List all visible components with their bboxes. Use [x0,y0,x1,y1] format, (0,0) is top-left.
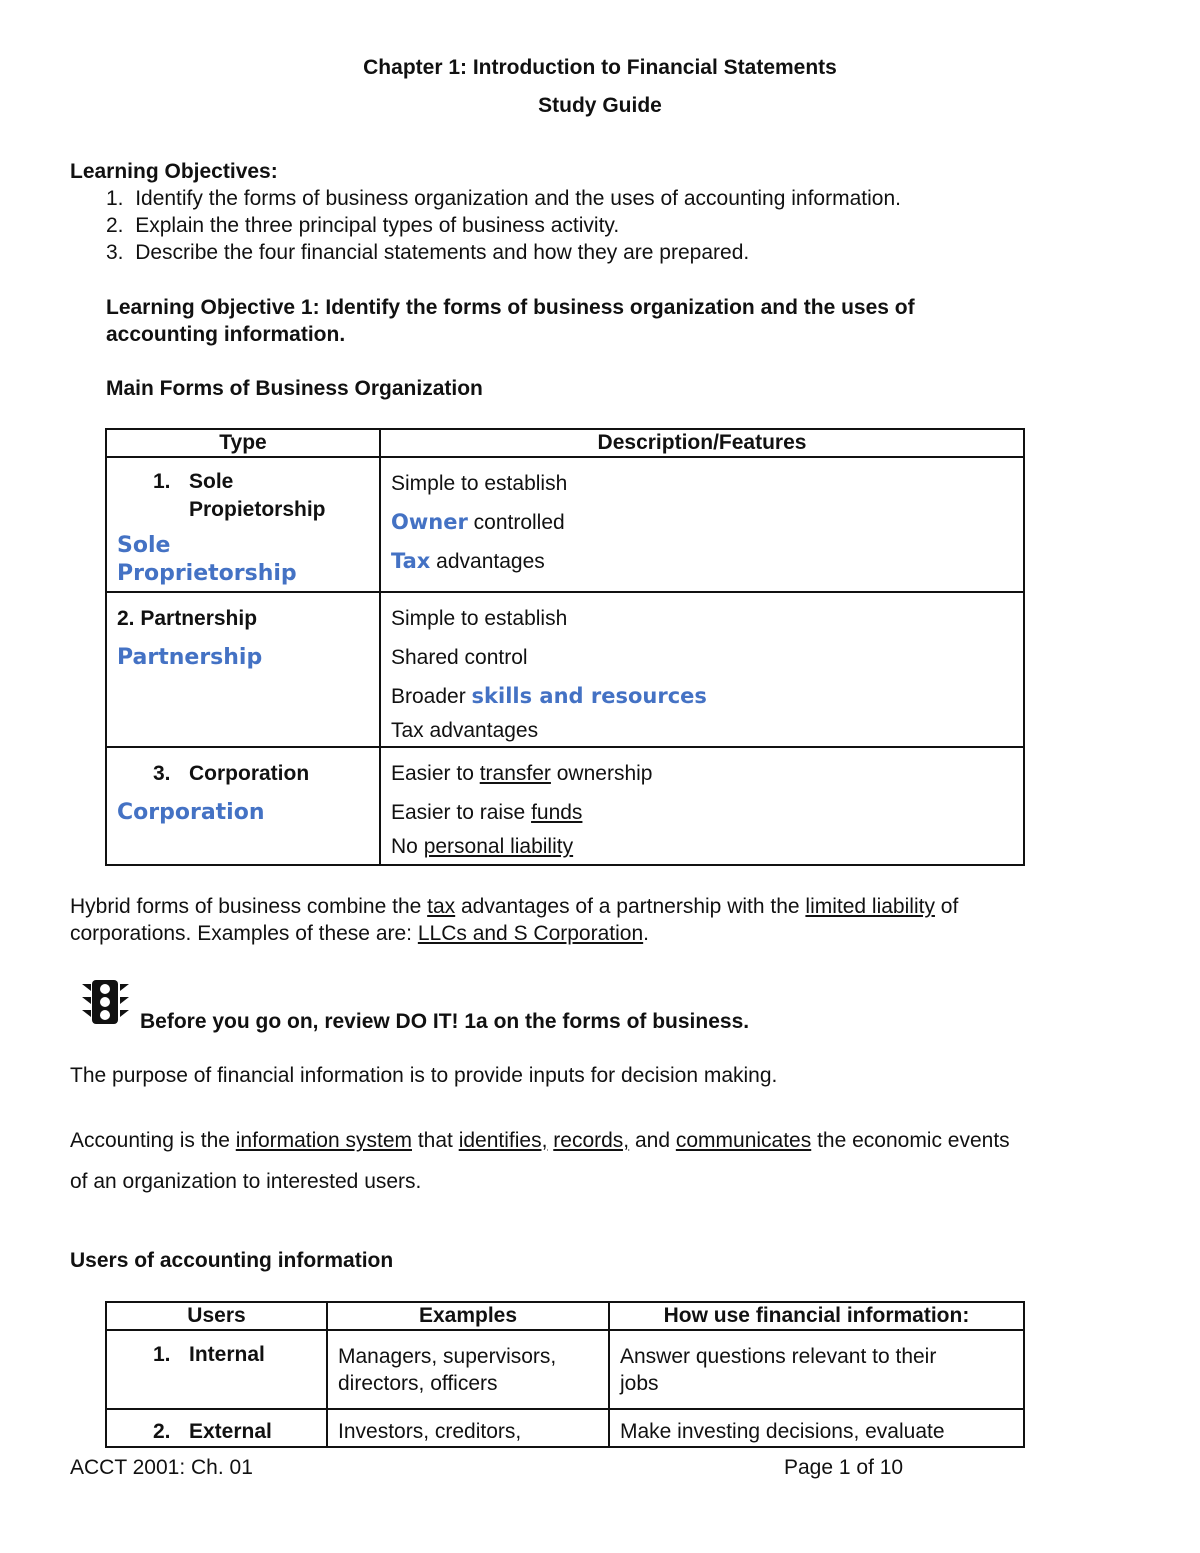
lo1-heading: Learning Objective 1: Identify the forms of business organization and the uses of [106,296,915,319]
answer-text: Proprietorship [117,561,297,586]
feature-text: ownership [550,762,653,785]
objective-item: 2. Explain the three principal types of business activity. [106,214,620,237]
hybrid-text-cont: corporations. Examples of these are: LLCs and S Corporation. [70,922,649,945]
traffic-light-icon [80,980,132,1024]
feature-text: Easier to [391,762,480,785]
do-it-reminder: Before you go on, review DO IT! 1a on the forms of business. [140,1010,750,1033]
row-label: External [189,1420,272,1443]
feature-text: Easier to raise [391,801,532,824]
feature: Shared control [391,646,528,669]
footer-course: ACCT 2001: Ch. 01 [70,1456,253,1479]
column-header: Type [106,429,380,457]
feature-answer: personal liability [423,835,574,858]
row-label: Corporation [189,762,310,785]
feature [391,677,1013,716]
document-title: Chapter 1: Introduction to Financial Statements [363,56,837,79]
objective-text: Identify the forms of business organization and the uses of accounting information. [135,187,901,210]
feature-text: advantages [430,550,545,573]
column-header: Examples [327,1302,609,1330]
footer-page-number: Page 1 of 10 [784,1456,904,1479]
answer-text: Sole [117,533,171,558]
objectives-heading: Learning Objectives: [70,160,278,183]
usage: Make investing decisions, evaluate [620,1420,945,1443]
accounting-definition: Accounting is the information system that identifies, records, and communicates the economic events [70,1129,1010,1152]
document-subtitle: Study Guide [538,94,662,117]
row-label: 2. Partnership [117,607,258,630]
examples: Managers, supervisors, [338,1345,557,1368]
table-row [106,747,1024,865]
feature-text: No [391,835,424,858]
feature: Tax advantages [391,719,539,742]
objective-text: Describe the four financial statements and how they are prepared. [135,241,750,264]
objective-item: 3. Describe the four financial statements and how they are prepared. [106,241,750,264]
row-number: 1. [153,470,171,493]
column-header: How use financial information: [609,1302,1024,1330]
usage: Answer questions relevant to their [620,1345,937,1368]
row-label: Sole [189,470,234,493]
table-row: 2. External Investors, creditors, Make investing decisions, evaluate [106,1409,1024,1447]
feature-keyword: skills and resources [471,684,707,708]
column-header: Users [106,1302,327,1330]
lo1-heading-cont: accounting information. [106,323,346,346]
table-row [106,592,1024,747]
feature [391,793,1013,832]
feature [391,503,1013,542]
row-number: 3. [153,762,171,785]
forms-heading: Main Forms of Business Organization [106,377,483,400]
feature-answer: funds [531,801,583,824]
feature: Simple to establish [391,607,568,630]
accounting-definition-cont: of an organization to interested users. [70,1170,422,1193]
feature [391,754,1013,793]
feature-text: Broader [391,685,472,708]
hybrid-text: Hybrid forms of business combine the tax advantages of a partnership with the limited liability of [70,895,959,918]
feature [391,542,1013,581]
feature: Simple to establish [391,472,568,495]
examples: Investors, creditors, [338,1420,522,1443]
objective-text: Explain the three principal types of business activity. [135,214,620,237]
feature-text: controlled [467,511,565,534]
feature-keyword: Owner [391,510,468,534]
table-row: 1. Internal Managers, supervisors, directors, officers Answer questions relevant to their jobs [106,1330,1024,1409]
feature [391,832,1013,862]
objective-item: 1. Identify the forms of business organization and the uses of accounting information. [106,187,901,210]
users-heading: Users of accounting information [70,1249,394,1272]
answer-text: Partnership [117,645,263,670]
row-label: Internal [189,1343,265,1366]
answer-text: Corporation [117,800,265,825]
column-header: Description/Features [380,429,1024,457]
purpose-text: The purpose of financial information is to provide inputs for decision making. [70,1064,778,1087]
feature-keyword: Tax [391,549,431,573]
feature-answer: transfer [479,762,551,785]
users-table [105,1301,1025,1448]
forms-table [105,428,1025,866]
row-label: Propietorship [189,498,326,521]
table-row [106,457,1024,592]
